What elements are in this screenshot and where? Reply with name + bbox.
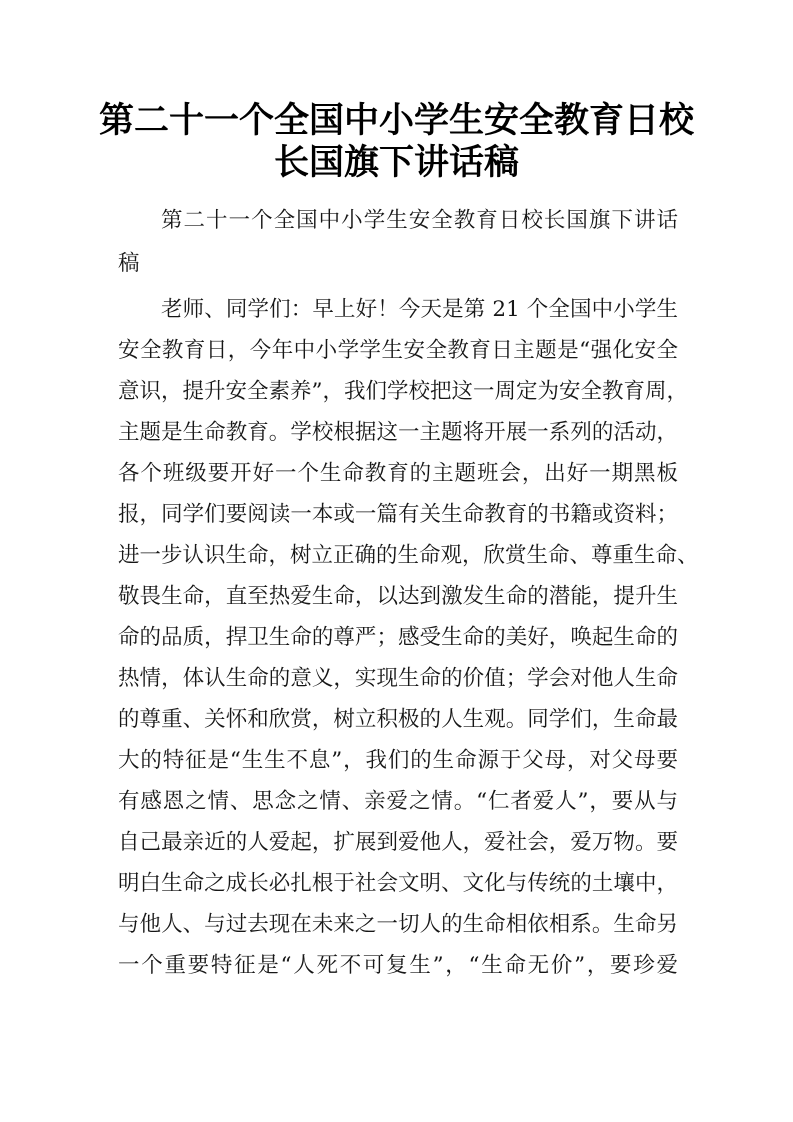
body-line: 主题是生命教育。学校根据这一主题将开展一系列的活动， bbox=[118, 420, 678, 445]
body-line: 报，同学们要阅读一本或一篇有关生命教育的书籍或资料； bbox=[118, 502, 678, 527]
subtitle-line-2: 稿 bbox=[118, 251, 140, 276]
body-line: 的尊重、关怀和欣赏，树立积极的人生观。同学们，生命最 bbox=[118, 707, 678, 732]
body-line: 敬畏生命，直至热爱生命，以达到激发生命的潜能，提升生 bbox=[118, 584, 678, 609]
body-line: 热情，体认生命的意义，实现生命的价值；学会对他人生命 bbox=[118, 666, 678, 691]
body-line: 明白生命之成长必扎根于社会文明、文化与传统的土壤中， bbox=[118, 871, 678, 896]
body-line: 自己最亲近的人爱起，扩展到爱他人，爱社会，爱万物。要 bbox=[118, 830, 678, 855]
document-title-line-1: 第二十一个全国中小学生安全教育日校 bbox=[98, 101, 694, 141]
body-line: 有感恩之情、思念之情、亲爱之情。“仁者爱人”，要从与 bbox=[118, 789, 678, 814]
body-line: 老师、同学们：早上好！今天是第 21 个全国中小学生 bbox=[161, 297, 678, 322]
body-line: 一个重要特征是“人死不可复生”，“生命无价”，要珍爱 bbox=[118, 953, 678, 978]
subtitle-line-1: 第二十一个全国中小学生安全教育日校长国旗下讲话 bbox=[161, 208, 678, 233]
body-line: 与他人、与过去现在未来之一切人的生命相依相系。生命另 bbox=[118, 912, 678, 937]
body-line: 大的特征是“生生不息”，我们的生命源于父母，对父母要 bbox=[118, 748, 678, 773]
body-line: 安全教育日，今年中小学学生安全教育日主题是“强化安全 bbox=[118, 338, 678, 363]
document-title-line-2: 长国旗下讲话稿 bbox=[273, 143, 519, 183]
body-line: 命的品质，捍卫生命的尊严；感受生命的美好，唤起生命的 bbox=[118, 625, 678, 650]
body-line: 各个班级要开好一个生命教育的主题班会，出好一期黑板 bbox=[118, 461, 678, 486]
body-line: 进一步认识生命，树立正确的生命观，欣赏生命、尊重生命、 bbox=[118, 543, 699, 568]
body-line: 意识，提升安全素养”，我们学校把这一周定为安全教育周， bbox=[118, 379, 688, 404]
